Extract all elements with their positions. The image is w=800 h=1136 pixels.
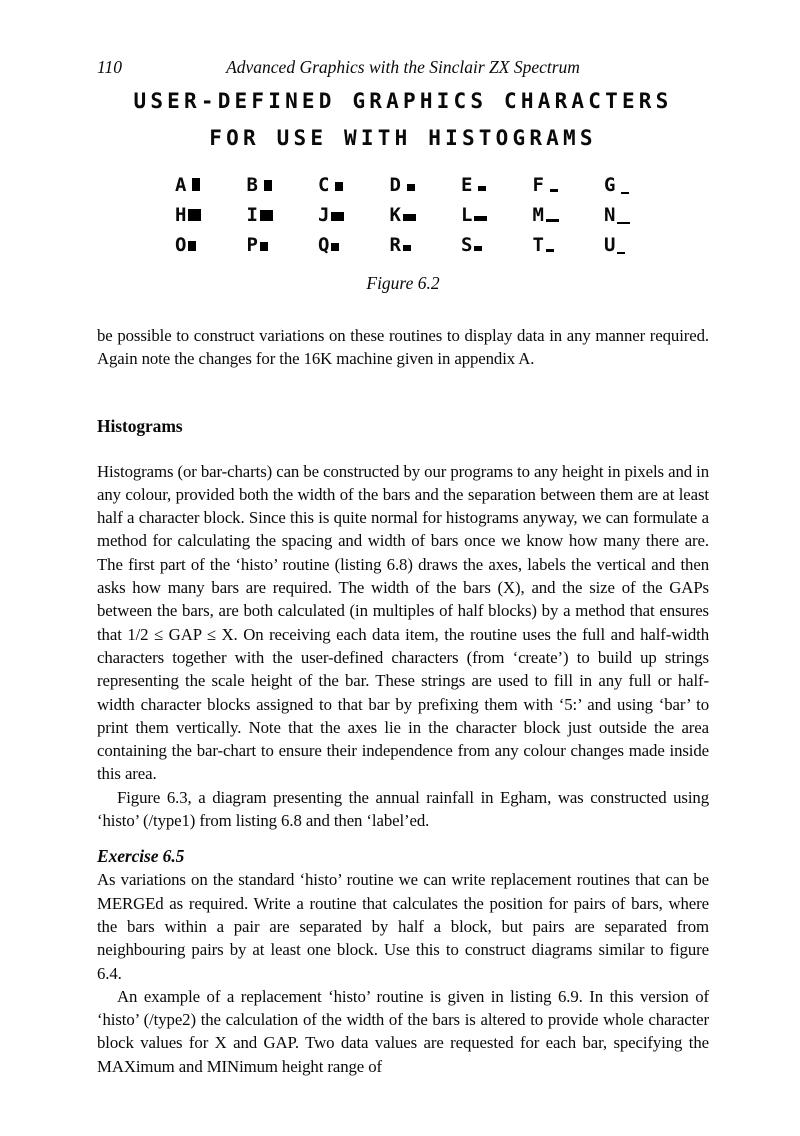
udg-item-a [175, 174, 247, 196]
figure-caption: Figure 6.2 [366, 273, 440, 293]
udg-block-glyph [474, 216, 487, 221]
udg-block-glyph [260, 210, 273, 221]
udg-row [175, 234, 800, 256]
udg-letter: B [246, 174, 258, 196]
udg-block-glyph [546, 249, 554, 252]
udg-item-o [175, 234, 247, 256]
udg-letter: U [604, 234, 616, 256]
udg-item-s [461, 234, 533, 256]
running-title: Advanced Graphics with the Sinclair ZX Spectrum [226, 57, 580, 77]
udg-block-glyph [617, 222, 630, 224]
udg-item-l [461, 204, 533, 226]
udg-item-p [247, 234, 319, 256]
udg-block-glyph [264, 180, 272, 191]
udg-row [175, 204, 800, 226]
udg-letter: S [461, 234, 473, 256]
udg-block-glyph [617, 252, 625, 254]
udg-letter: R [389, 234, 401, 256]
udg-letter: P [246, 234, 258, 256]
udg-item-b [247, 174, 319, 196]
udg-letter: T [532, 234, 544, 256]
paragraph-example: An example of a replacement ‘histo’ routine is given in listing 6.9. In this version of ‘histo’ (/type2) the calculation of the width of the bars is altered to provide whole character block values for X and GAP. Two data values are requested for each bar, specifying the MAXimum and MINimum height range of [97, 986, 709, 1076]
udg-letter: F [532, 174, 544, 196]
udg-item-t [533, 234, 605, 256]
udg-letter: E [461, 174, 473, 196]
udg-block-glyph [188, 209, 201, 221]
udg-item-d [390, 174, 462, 196]
udg-letter: L [461, 204, 473, 226]
udg-block-glyph [546, 219, 559, 222]
udg-letter: G [604, 174, 616, 196]
exercise-heading: Exercise 6.5 [97, 846, 185, 867]
udg-block-glyph [403, 245, 411, 251]
udg-block-glyph [478, 186, 486, 191]
udg-letter: C [318, 174, 330, 196]
udg-block-glyph [621, 192, 629, 194]
udg-item-j [318, 204, 390, 226]
udg-letter: Q [318, 234, 330, 256]
udg-item-r [390, 234, 462, 256]
paragraph-intro: be possible to construct variations on these routines to display data in any manner required. Again note the changes for the 16K machine given in appendix A. [97, 326, 709, 369]
udg-block-glyph [407, 184, 415, 191]
udg-block-glyph [331, 243, 339, 251]
udg-letter: M [532, 204, 544, 226]
udg-block-glyph [550, 189, 558, 192]
udg-block-glyph [188, 241, 196, 251]
udg-letter: I [246, 204, 258, 226]
udg-item-n [604, 204, 676, 226]
udg-letter: O [175, 234, 187, 256]
udg-item-e [461, 174, 533, 196]
udg-block-glyph [403, 214, 416, 221]
figure-title-line1: USER-DEFINED GRAPHICS CHARACTERS [133, 89, 673, 113]
paragraph-histograms: Histograms (or bar-charts) can be constructed by our programs to any height in pixels and in any colour, provided both the width of the bars and the separation between them are at least half a character block. Since this is quite normal for histograms anyway, we can formulate a method for calculating the spacing and width of bars once we know how many there are. The first part of the ‘histo’ routine (listing 6.8) draws the axes, labels the vertical and then asks how many bars are required. The width of the bars (X), and the size of the GAPs between the bars, are both calculated (in multiples of half blocks) by a method that ensures that 1/2 ≤ GAP ≤ X. On receiving each data item, the routine uses the full and half-width characters together with the user-defined characters (from ‘create’) to build up strings representing the scale height of the bar. These strings are used to fill in any full or half-width character blocks assigned to that bar by prefixing them with ‘5:’ and using ‘bar’ to print them vertically. Note that the axes lie in the character block just outside the area containing the bar-chart to ensure their independence from any colour changes made inside this area. [97, 461, 709, 784]
udg-letter: H [175, 204, 187, 226]
udg-item-u [604, 234, 676, 256]
udg-letter: A [175, 174, 187, 196]
udg-item-k [390, 204, 462, 226]
udg-block-glyph [192, 178, 200, 191]
udg-item-q [318, 234, 390, 256]
section-heading-histograms: Histograms [97, 415, 183, 436]
udg-row [175, 174, 800, 196]
udg-item-m [533, 204, 605, 226]
udg-character-grid [175, 174, 800, 256]
udg-item-h [175, 204, 247, 226]
udg-letter: K [389, 204, 401, 226]
udg-letter: N [604, 204, 616, 226]
running-header [97, 0, 709, 78]
udg-letter: D [389, 174, 401, 196]
paragraph-exercise: As variations on the standard ‘histo’ routine we can write replacement routines that can be MERGEd as required. Write a routine that calculates the position for pairs of bars, where the bars within a pair are separated by half a block, but pairs are separated from neighbouring pairs by at least one block. Use this to construct diagrams similar to figure 6.4. [97, 870, 709, 983]
udg-block-glyph [335, 182, 343, 191]
udg-letter: J [318, 204, 330, 226]
page-number: 110 [97, 57, 122, 77]
body-text [97, 324, 709, 1078]
udg-block-glyph [331, 212, 344, 221]
udg-block-glyph [260, 242, 268, 251]
udg-item-c [318, 174, 390, 196]
udg-item-f [533, 174, 605, 196]
udg-block-glyph [474, 246, 482, 251]
udg-item-i [247, 204, 319, 226]
paragraph-figure-6-3: Figure 6.3, a diagram presenting the annual rainfall in Egham, was constructed using ‘histo’ (/type1) from listing 6.8 and then ‘label’ed. [97, 787, 709, 831]
udg-item-g [604, 174, 676, 196]
figure-title-line2: FOR USE WITH HISTOGRAMS [209, 126, 597, 150]
